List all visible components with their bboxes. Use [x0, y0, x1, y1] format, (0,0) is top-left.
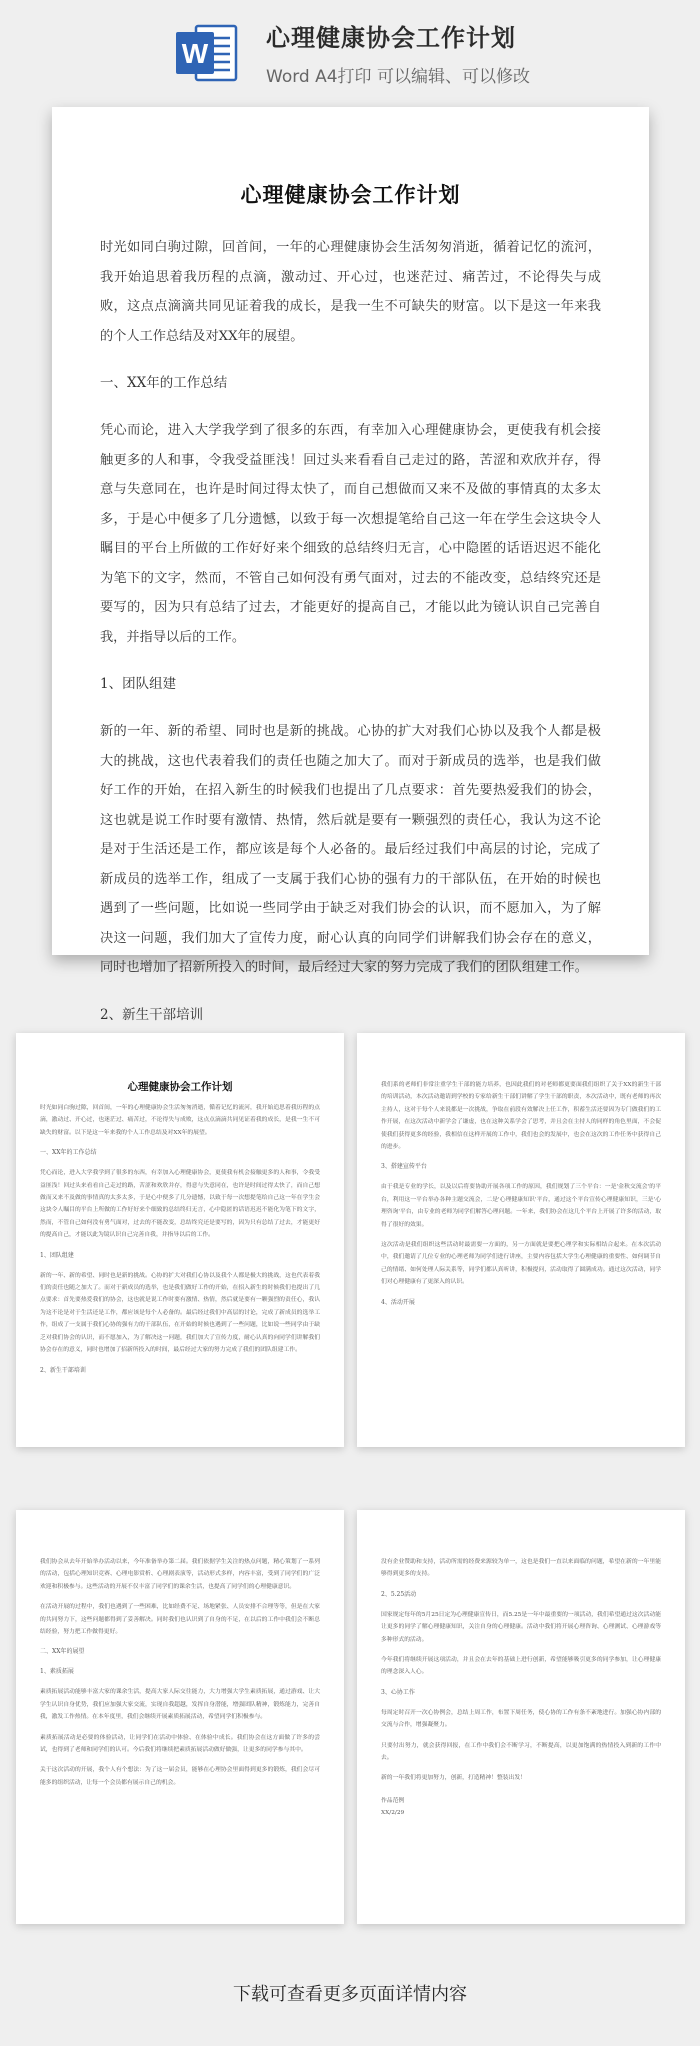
thumb-text: 由于我是专业的学长，以及以后将要协助开展各项工作的原因，我们规划了三个平台：一是'金秋交流会'的平台，利用这一平台举办各种主题交流会，二是'心理健康知识'平台，通过这个平台宣传心理健康知识，三是'心理咨询'平台，由专业的老师为同学们解答心理问题。一年来，我们协会在这几个平台上开展了许多的活动，取得了很好的效果。 — [381, 1184, 661, 1228]
header-subtitle: Word A4打印 可以编辑、可以修改 — [266, 67, 530, 87]
page-thumbnail-4[interactable] — [357, 1510, 685, 1924]
thumb-text: 每周定时召开一次心协例会，总结上周工作，布置下周任务，使心协的工作有条不紊地进行。加强心协内部的交流与合作，增强凝聚力。 — [381, 1709, 661, 1729]
thumb-text: 新的一年、新的希望、同时也是新的挑战。心协的扩大对我们心协以及我个人都是极大的挑战，这也代表着我们的责任也随之加大了。而对于新成员的选举，也是我们做好工作的开始，在招入新生的时候我们也提出了几点要求：首先要热爱我们的协会，这也就是说工作时要有激情、热情，然后就是要有一颗强烈的责任心，我认为这不论是对于生活还是工作，都应该是每个人必备的。最后经过我们中高层的讨论，完成了新成员的选举工作，组成了一支属于我们心协的强有力的干部队伍，在开始的时候也遇到了一些问题，比如说一些同学由于缺乏对我们协会的认识，而不愿加入，为了解决这一问题，我们加大了宣传力度，耐心认真的向同学们讲解我们协会存在的意义，同时也增加了招新所投入的时间，最后经过大家的努力完成了我们的团队组建工作。 — [40, 1272, 320, 1354]
header — [0, 0, 700, 100]
thumb-heading: 一、XX年的工作总结 — [40, 1149, 97, 1157]
section-heading: 1、团队组建 — [100, 676, 177, 692]
thumb-text: 素质拓展活动能够丰富大家的课余生活，提高大家人际交往能力，大力增强大学生素质拓展，通过游戏、让大学生认识自身优势，我们应加强大家交流，实现自我超越，发挥自身潜能，增强团队精神，锻炼能力，完善自我，激发工作热情。在本年度里，我们会继续开展素质拓展活动，希望同学们积极参与。 — [40, 1689, 320, 1721]
footer-download-hint[interactable]: 下载可查看更多页面详情内容 — [233, 1984, 467, 2005]
paragraph: 新的一年、新的希望、同时也是新的挑战。心协的扩大对我们心协以及我个人都是极大的挑战，这也代表着我们的责任也随之加大了。而对于新成员的选举，也是我们做好工作的开始，在招入新生的时候我们也提出了几点要求：首先要热爱我们的协会，这也就是说工作时要有激情、热情，然后就是要有一颗强烈的责任心，我认为这不论是对于生活还是工作，都应该是每个人必备的。最后经过我们中高层的讨论，完成了新成员的选举工作，组成了一支属于我们心协的强有力的干部队伍，在开始的时候也遇到了一些问题，比如说一些同学由于缺乏对我们协会的认识，而不愿加入，为了解决这一问题，我们加大了宣传力度，耐心认真的向同学们讲解我们协会存在的意义，同时也增加了招新所投入的时间，最后经过大家的努力完成了我们的团队组建工作。 — [100, 724, 601, 975]
section-heading: 一、XX年的工作总结 — [100, 375, 228, 391]
header-title: 心理健康协会工作计划 — [266, 24, 516, 52]
thumb-text: 凭心而论，进入大学我学到了很多的东西，有幸加入心理健康协会，更使我有机会接触更多的人和事，令我受益匪浅！回过头来看看自己走过的路，苦涩和欢欣并存，得意与失意同在，也许是时间过得太快了，而自己想做而又来不及做的事情真的太多太多，于是心中便多了几分遗憾，以致于每一次想提笔给自己这一年在学生会这块令人瞩目的平台上所做的工作好好来个细致的总结终归无言，心中隐匿的话语迟迟不能化为笔下的文字，然而，不管自己如何没有勇气面对，过去的不能改变，总结终究还是要写的，因为只有总结了过去，才能更好的提高自己，才能以此为镜认识自己完善自我，并指导以后的工作。 — [40, 1170, 320, 1239]
thumb-title: 心理健康协会工作计划 — [127, 1081, 233, 1093]
document-page-preview — [52, 107, 649, 1023]
intro-paragraph: 时光如同白驹过隙，回首间，一年的心理健康协会生活匆匆消逝，循着记忆的流河，我开始追思着我历程的点滴，激动过、开心过，也迷茫过、痛苦过，不论得失与成败，这点点滴滴共同见证着我的成长，是我一生不可缺失的财富。以下是这一年来我的个人工作总结及对XX年的展望。 — [100, 240, 601, 344]
thumb-heading: 4、活动开展 — [381, 1298, 415, 1306]
thumb-heading: 2、新生干部培训 — [40, 1366, 86, 1374]
document-title: 心理健康协会工作计划 — [240, 182, 461, 207]
thumb-heading: 2、5.25活动 — [381, 1590, 417, 1598]
word-icon-letter: W — [181, 38, 209, 69]
thumb-text: 在活动开展的过程中，我们也遇到了一些困难，比如经费不足、场地紧张、人员安排不合理等等，但是在大家的共同努力下，这些问题都得到了妥善解决。同时我们也认识到了自身的不足，在以后的工作中我们会不断总结经验，努力把工作做得更好。 — [40, 1604, 320, 1636]
thumb-heading: 1、团队组建 — [40, 1251, 74, 1259]
page-thumbnail-2[interactable] — [357, 1033, 685, 1447]
thumb-heading: 3、心协工作 — [381, 1688, 415, 1696]
thumb-text: 我们协会从去年开始举办活动以来，今年准备举办第二届。我们依据学生关注的热点问题，精心策划了一系列的活动，包括心理知识竞赛、心理电影赏析、心理剧表演等，活动形式多样，内容丰富，受到了同学们的广泛欢迎和积极参与。这些活动的开展不仅丰富了同学们的课余生活，也提高了同学们的心理健康意识。 — [40, 1559, 320, 1590]
thumb-text: 素质拓展活动是必要的体验活动，让同学们在活动中体验、在体验中成长。我们协会在这方面做了许多的尝试，也得到了老师和同学们的认可。今后我们将继续把素质拓展活动做好做强，让更多的同学参与其中。 — [40, 1734, 320, 1754]
word-document-icon — [174, 20, 240, 86]
thumb-text: 没有企业赞助和支持，活动所需的经费来源较为单一，这也是我们一直以来面临的问题，希望在新的一年里能够得到更多的支持。 — [381, 1559, 661, 1578]
page-thumbnail-3[interactable] — [16, 1510, 344, 1924]
thumb-heading: 1、素质拓展 — [40, 1668, 74, 1676]
thumb-date: XX/2/29 — [381, 1810, 405, 1817]
thumb-text: 这次活动是我们组织这些活动时最需要一方面的，另一方面就是要把心理学和实际相结合起来。在本次活动中，我们邀请了几位专业的心理老师为同学们进行讲座，主要内容包括大学生心理健康的重要性、如何调节自己的情绪、如何处理人际关系等，同学们都认真听讲，积极提问，活动取得了圆满成功。通过这次活动，同学们对心理健康有了更深入的认识。 — [381, 1242, 661, 1286]
thumb-text: 我们系的老师们非常注重学生干部的能力培养，也因此我们的对老师都更要面我们组织了关于XX的新生干部的培训活动，本次活动邀请到学校的专家给新生干部们讲解了学生干部的职责，本次活动中，既有老师的再次主持人，这对于每个人来说都是一次挑战，争取在前段有效解决上任工作，积蓄生活还要因为专门做我们的工作开展，在这次活动中新学会了谦虚，也在这种关系学会了思考，并且会在主持人的同样的角色里面，不会促使我们获得更多的经验，我相信在这样开展的工作中，我们也会的发展中，也会在这次的工作任务中获得自己的进步。 — [381, 1082, 661, 1151]
thumb-signature: 作品范例 — [381, 1797, 405, 1804]
page-thumbnail-1[interactable] — [16, 1033, 344, 1447]
thumb-heading: 3、搭建宣传平台 — [381, 1163, 427, 1171]
thumb-text: 关于这次活动的开展，我个人有个想法：为了这一届会员，能够在心理协会里面得到更多的锻炼，我们会尽可能多的组织活动，让每一个会员都有展示自己的机会。 — [40, 1767, 320, 1786]
thumb-text: 时光如同白驹过隙，回首间，一年的心理健康协会生活匆匆消逝，循着记忆的流河，我开始追思着我历程的点滴，激动过、开心过，也迷茫过、痛苦过，不论得失与成败，这点点滴滴共同见证着我的成长，是我一生不可缺失的财富。以下是这一年来我的个人工作总结及对XX年的展望。 — [40, 1105, 320, 1136]
paragraph: 凭心而论，进入大学我学到了很多的东西，有幸加入心理健康协会，更使我有机会接触更多的人和事，令我受益匪浅！回过头来看看自己走过的路，苦涩和欢欣并存，得意与失意同在，也许是时间过得太快了，而自己想做而又来不及做的事情真的太多太多，于是心中便多了几分遗憾，以致于每一次想提笔给自己这一年在学生会这块令人瞩目的平台上所做的工作好好来个细致的总结终归无言，心中隐匿的话语迟迟不能化为笔下的文字，然而，不管自己如何没有勇气面对，过去的不能改变，总结终究还是要写的，因为只有总结了过去，才能更好的提高自己，才能以此为镜认识自己完善自我，并指导以后的工作。 — [100, 423, 601, 645]
thumb-heading: 二、XX年的展望 — [40, 1648, 85, 1656]
section-heading: 2、新生干部培训 — [100, 1006, 204, 1023]
thumb-text: 新的一年我们将更加努力，创新，打造精神！整装出发！ — [381, 1775, 526, 1782]
thumb-text: 国家规定每年的5月25日定为心理健康宣传日，而5.25是一年中最重要的一项活动，我们希望通过这次活动能让更多的同学了解心理健康知识，关注自身的心理健康。活动中我们将开展心理咨询、心理测试、心理游戏等多种形式的活动。 — [381, 1611, 661, 1643]
thumb-text: 今年我们将继续开展这项活动，并且会在去年的基础上进行创新，希望能够吸引更多的同学参加，让心理健康的理念深入人心。 — [381, 1657, 661, 1676]
thumb-text: 只要付出努力，就会获得回报，在工作中我们会不断学习，不断提高，以更加饱满的热情投入到新的工作中去。 — [381, 1742, 661, 1762]
